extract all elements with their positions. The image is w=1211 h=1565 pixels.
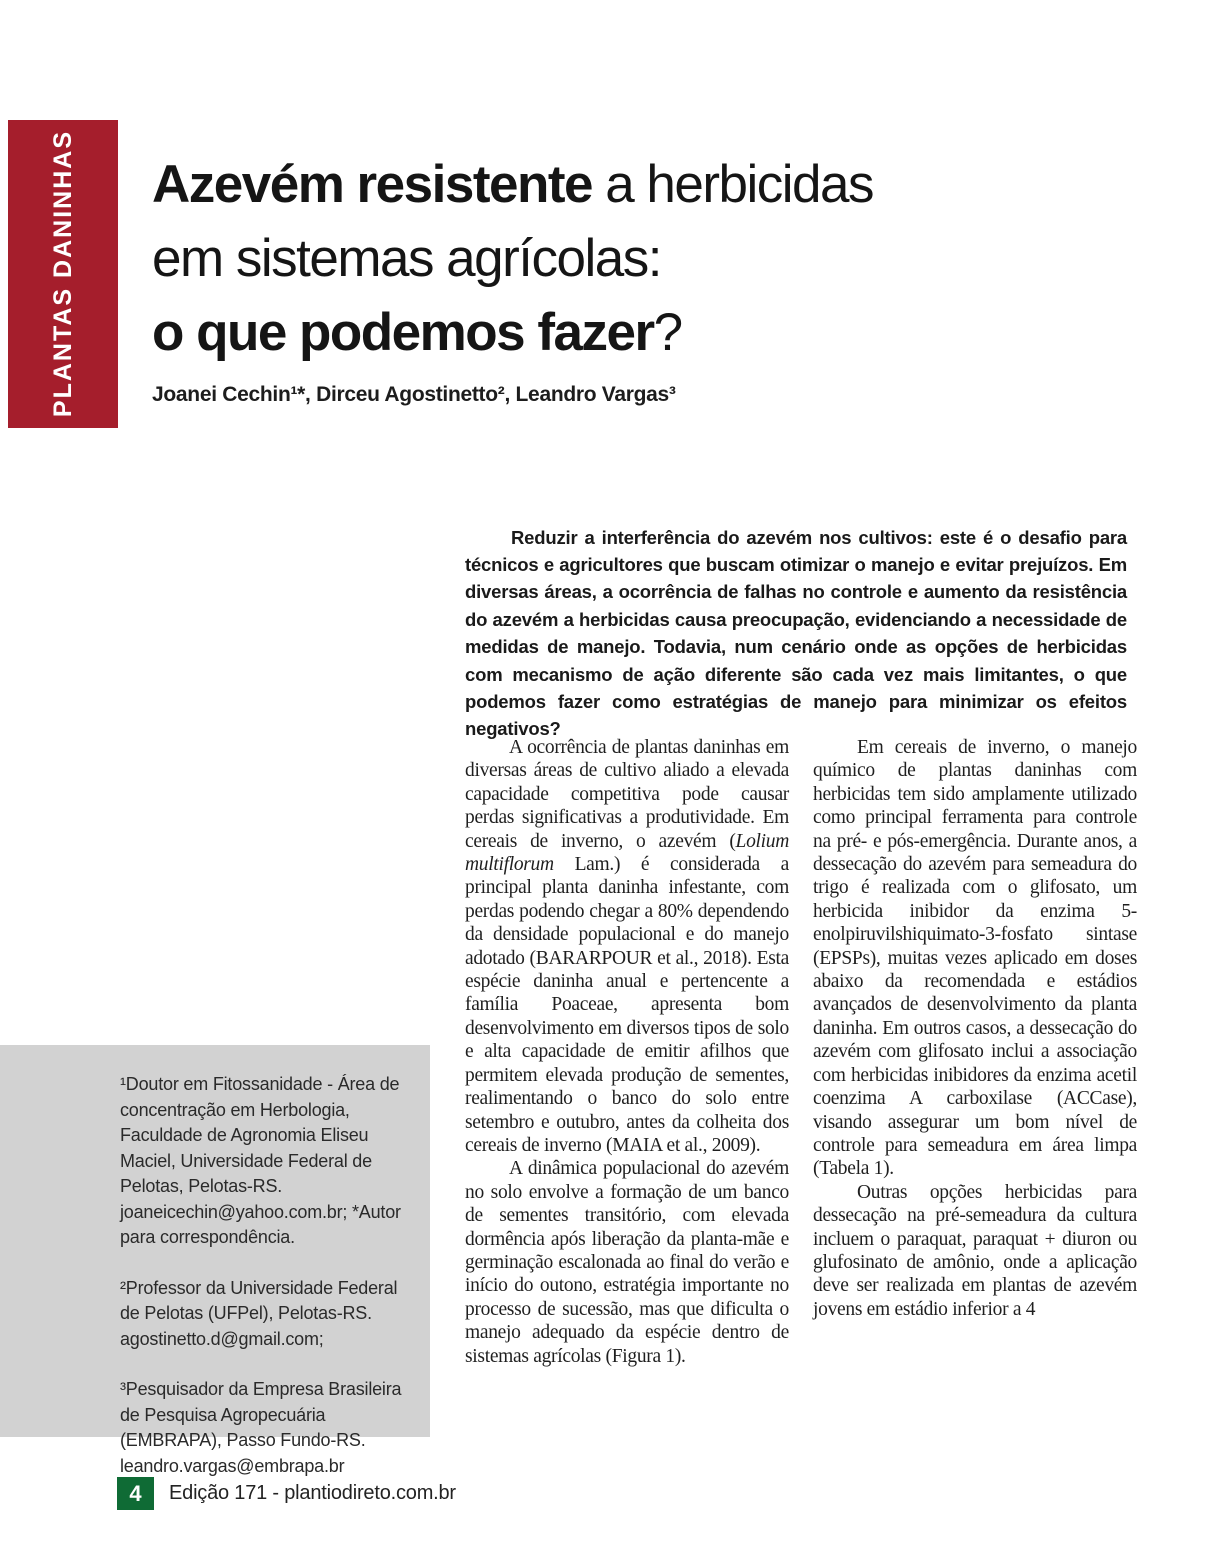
affiliation-entry: ²Professor da Universidade Federal de Pelotas (UFPel), Pelotas-RS. agostinetto.d@gmail.com; [120, 1277, 398, 1349]
category-label: PLANTAS DANINHAS [48, 130, 77, 418]
body-paragraph: Em cereais de inverno, o manejo químico de plantas daninhas com herbicidas tem sido amplamente utilizado como principal ferramenta para controle na pré- e pós-emergência. Durante anos, a dessecação do azevém para semeadura do trigo é realizada com o glifosato, um herbicida inibidor da enzima 5-enolpiruvilshiquimato-3-fosfato sintase (EPSPs), muitas vezes aplicado em doses abaixo da recomendada e estádios avançados de desenvolvimento da planta daninha. Em outros casos, a dessecação do azevém com glifosato inclui a associação com herbicidas inibidores da enzima acetil coenzima A carboxilase (ACCase), visando assegurar um bom nível de controle para semeadura em área limpa (Tabela 1). [813, 737, 1137, 1180]
affiliation-entry: ¹Doutor em Fitossanidade - Área de concentração em Herbologia, Faculdade de Agronomia Eliseu Maciel, Universidade Federal de Pelotas, Pelotas-RS. joaneicechin@yahoo.com.br; *Autor para correspondência. [120, 1074, 401, 1247]
title-line: em sistemas agrícolas: [152, 228, 661, 288]
authors-line: Joanei Cechin¹*, Dirceu Agostinetto², Leandro Vargas³ [152, 383, 676, 406]
edition-label: Edição 171 - plantiodireto.com.br [169, 1482, 456, 1504]
body-paragraph: Outras opções herbicidas para dessecação na pré-semeadura da cultura incluem o paraquat, paraquat + diuron ou glufosinato de amônio, onde a aplicação deve ser realizada em plantas de azevém jovens em estádio inferior a 4 [813, 1181, 1137, 1320]
body-paragraph: A ocorrência de plantas daninhas em diversas áreas de cultivo aliado a elevada capacidade competitiva pode causar perdas significativas a produtividade. Em cereais de inverno, o azevém (Lolium multiflorum Lam.) é considerada a principal planta daninha infestante, com perdas podendo chegar a 80% dependendo da densidade populacional e do manejo adotado (BARARPOUR et al., 2018). Esta espécie daninha anual e pertencente a família Poaceae, apresenta bom desenvolvimento em diversos tipos de solo e alta capacidade de emitir afilhos que permitem elevada produção de sementes, realimentando o banco do solo entre setembro e outubro, antes da colheita dos cereais de inverno (MAIA et al., 2009). [465, 737, 789, 1156]
article-title [152, 148, 873, 370]
affiliations-box [0, 1045, 430, 1476]
category-tab [8, 120, 118, 428]
page-footer [117, 1477, 456, 1510]
affiliations-text [120, 1072, 420, 1479]
title-line: o que podemos fazer? [152, 302, 682, 362]
article-body [465, 736, 1137, 1368]
page-number-badge: 4 [117, 1477, 154, 1510]
title-line: Azevém resistente a herbicidas [152, 154, 873, 214]
lead-paragraph: Reduzir a interferência do azevém nos cultivos: este é o desafio para técnicos e agricultores que buscam otimizar o manejo e evitar prejuízos. Em diversas áreas, a ocorrência de falhas no controle e aumento da resistência do azevém a herbicidas causa preocupação, evidenciando a necessidade de medidas de manejo. Todavia, num cenário onde as opções de herbicidas com mecanismo de ação diferente são cada vez mais limitantes, o que podemos fazer como estratégias de manejo para minimizar os efeitos negativos? [465, 526, 1127, 740]
affiliation-entry: ³Pesquisador da Empresa Brasileira de Pesquisa Agropecuária (EMBRAPA), Passo Fundo-RS. leandro.vargas@embrapa.br [120, 1379, 402, 1476]
body-paragraph: A dinâmica populacional do azevém no solo envolve a formação de um banco de sementes transitório, com elevada dormência após liberação da planta-mãe e germinação escalonada ao final do verão e início do outono, estratégia importante no processo de sucessão, mas que dificulta o manejo adequado da espécie dentro de sistemas agrícolas (Figura 1). [465, 1158, 789, 1367]
